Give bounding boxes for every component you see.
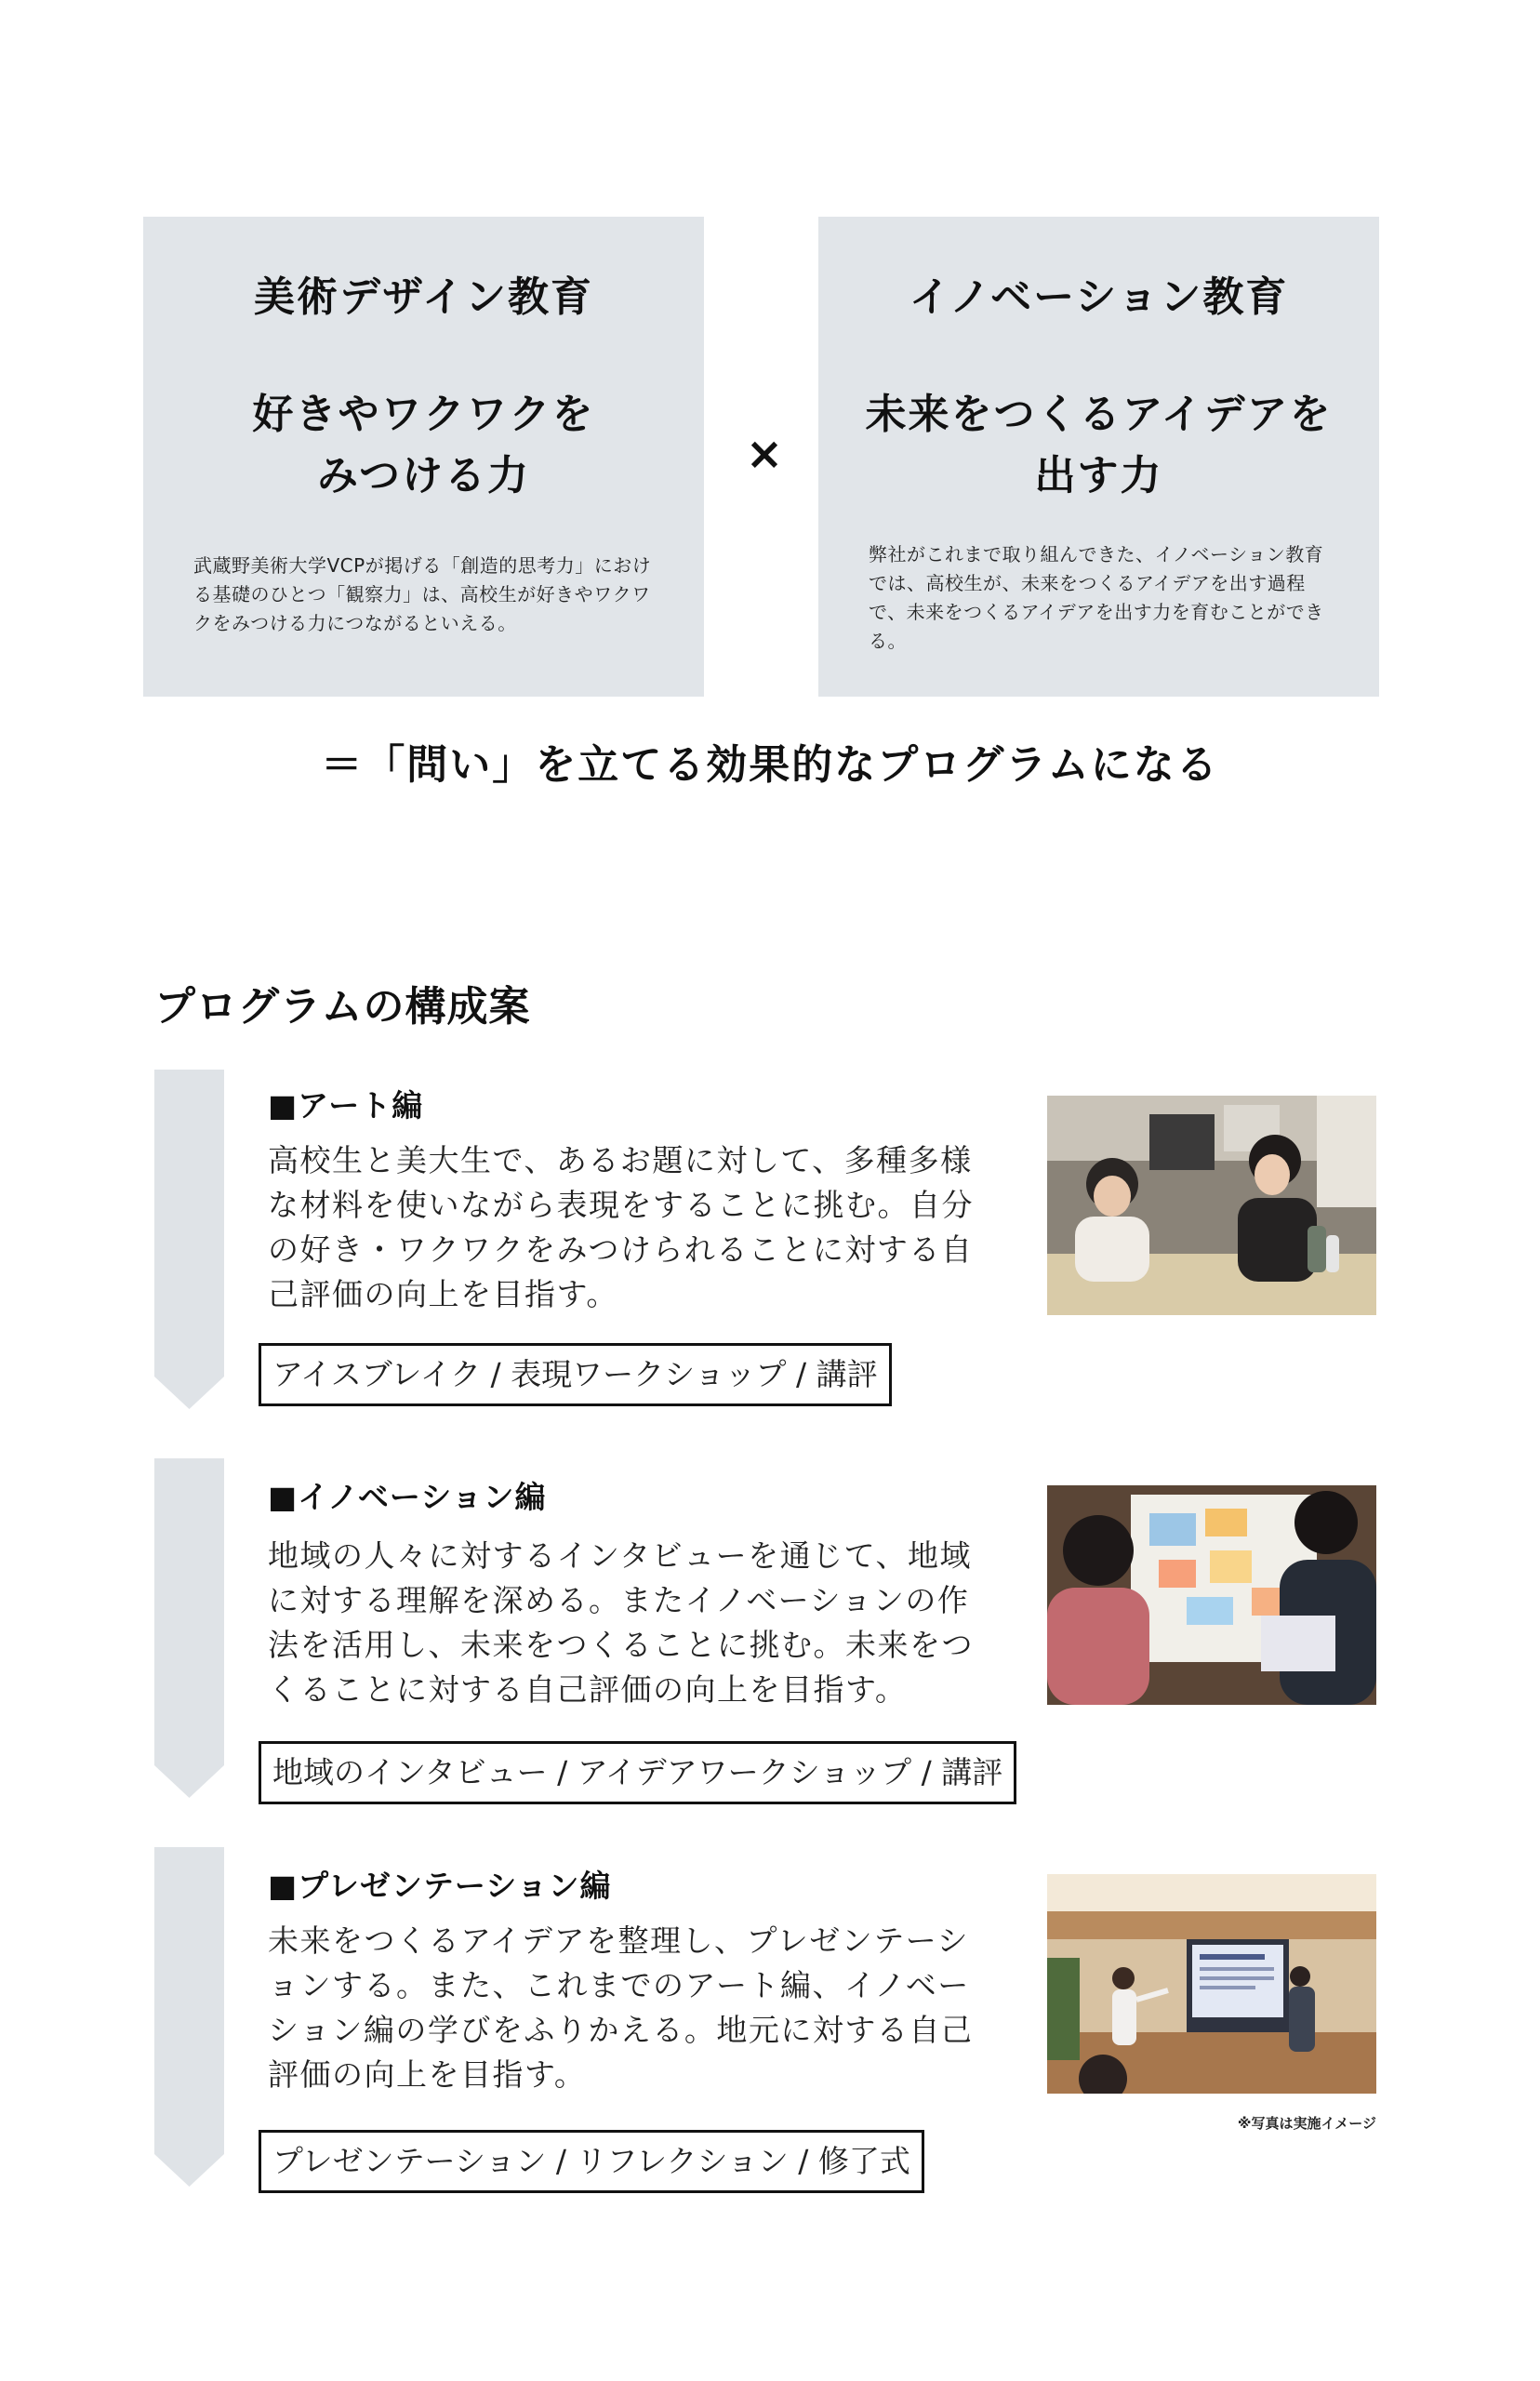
- art-design-education-box: [143, 217, 704, 697]
- art-design-heading: [143, 384, 704, 507]
- multiply-sign: ×: [745, 428, 784, 480]
- innovation-education-box: [818, 217, 1379, 697]
- step-text-art: 高校生と美大生で、あるお題に対して、多種多様な材料を使いながら表現をすることに挑む。自分の好き・ワクワクをみつけられることに対する自己評価の向上を目指す。: [268, 1142, 974, 1312]
- step-text-presentation: 未来をつくるアイデアを整理し、プレゼンテーションする。また、これまでのアート編、イノベーション編の学びをふりかえる。地元に対する自己評価の向上を目指す。: [268, 1922, 974, 2093]
- innovation-heading-line2: 出す力: [1034, 452, 1163, 499]
- step-label-presentation: ■プレゼンテーション編: [268, 1868, 612, 1904]
- step-arrow-presentation: [154, 1847, 224, 2187]
- innovation-heading-line1: 未来をつくるアイデアを: [865, 391, 1333, 438]
- step-tags-innovation: 地域のインタビュー / アイデアワークショップ / 講評: [259, 1741, 1016, 1804]
- art-design-description: 武蔵野美術大学VCPが掲げる「創造的思考力」における基礎のひとつ「観察力」は、高校生が好きやワクワクをみつける力につながるといえる。: [193, 554, 652, 634]
- step-label-innovation: ■イノベーション編: [268, 1479, 547, 1515]
- step-tags-presentation: プレゼンテーション / リフレクション / 修了式: [259, 2130, 924, 2193]
- innovation-description: 弊社がこれまで取り組んできた、イノベーション教育では、高校生が、未来をつくるアイデアを出す過程で、未来をつくるアイデアを出す力を育むことができる。: [869, 543, 1324, 652]
- program-section-title: プログラムの構成案: [154, 983, 531, 1031]
- photo-presentation: [1047, 1874, 1376, 2094]
- step-arrow-innovation: [154, 1458, 224, 1798]
- art-design-heading-line1: 好きやワクワクを: [252, 391, 595, 438]
- innovation-heading: [818, 384, 1379, 507]
- step-tags-art: アイスブレイク / 表現ワークショップ / 講評: [259, 1343, 892, 1406]
- result-statement: ＝「問い」を立てる効果的なプログラムになる: [321, 741, 1219, 789]
- step-arrow-art: [154, 1070, 224, 1409]
- photo-note: ※写真は実施イメージ: [1237, 2115, 1376, 2132]
- step-text-innovation: 地域の人々に対するインタビューを通じて、地域に対する理解を深める。またイノベーションの作法を活用し、未来をつくることに挑む。未来をつくることに対する自己評価の向上を目指す。: [268, 1537, 974, 1708]
- innovation-title: イノベーション教育: [909, 273, 1289, 321]
- step-label-art: ■アート編: [268, 1087, 424, 1124]
- art-design-heading-line2: みつける力: [316, 452, 531, 499]
- photo-art-workshop: [1047, 1096, 1376, 1315]
- art-design-title: 美術デザイン教育: [254, 273, 593, 321]
- photo-innovation-workshop: [1047, 1485, 1376, 1705]
